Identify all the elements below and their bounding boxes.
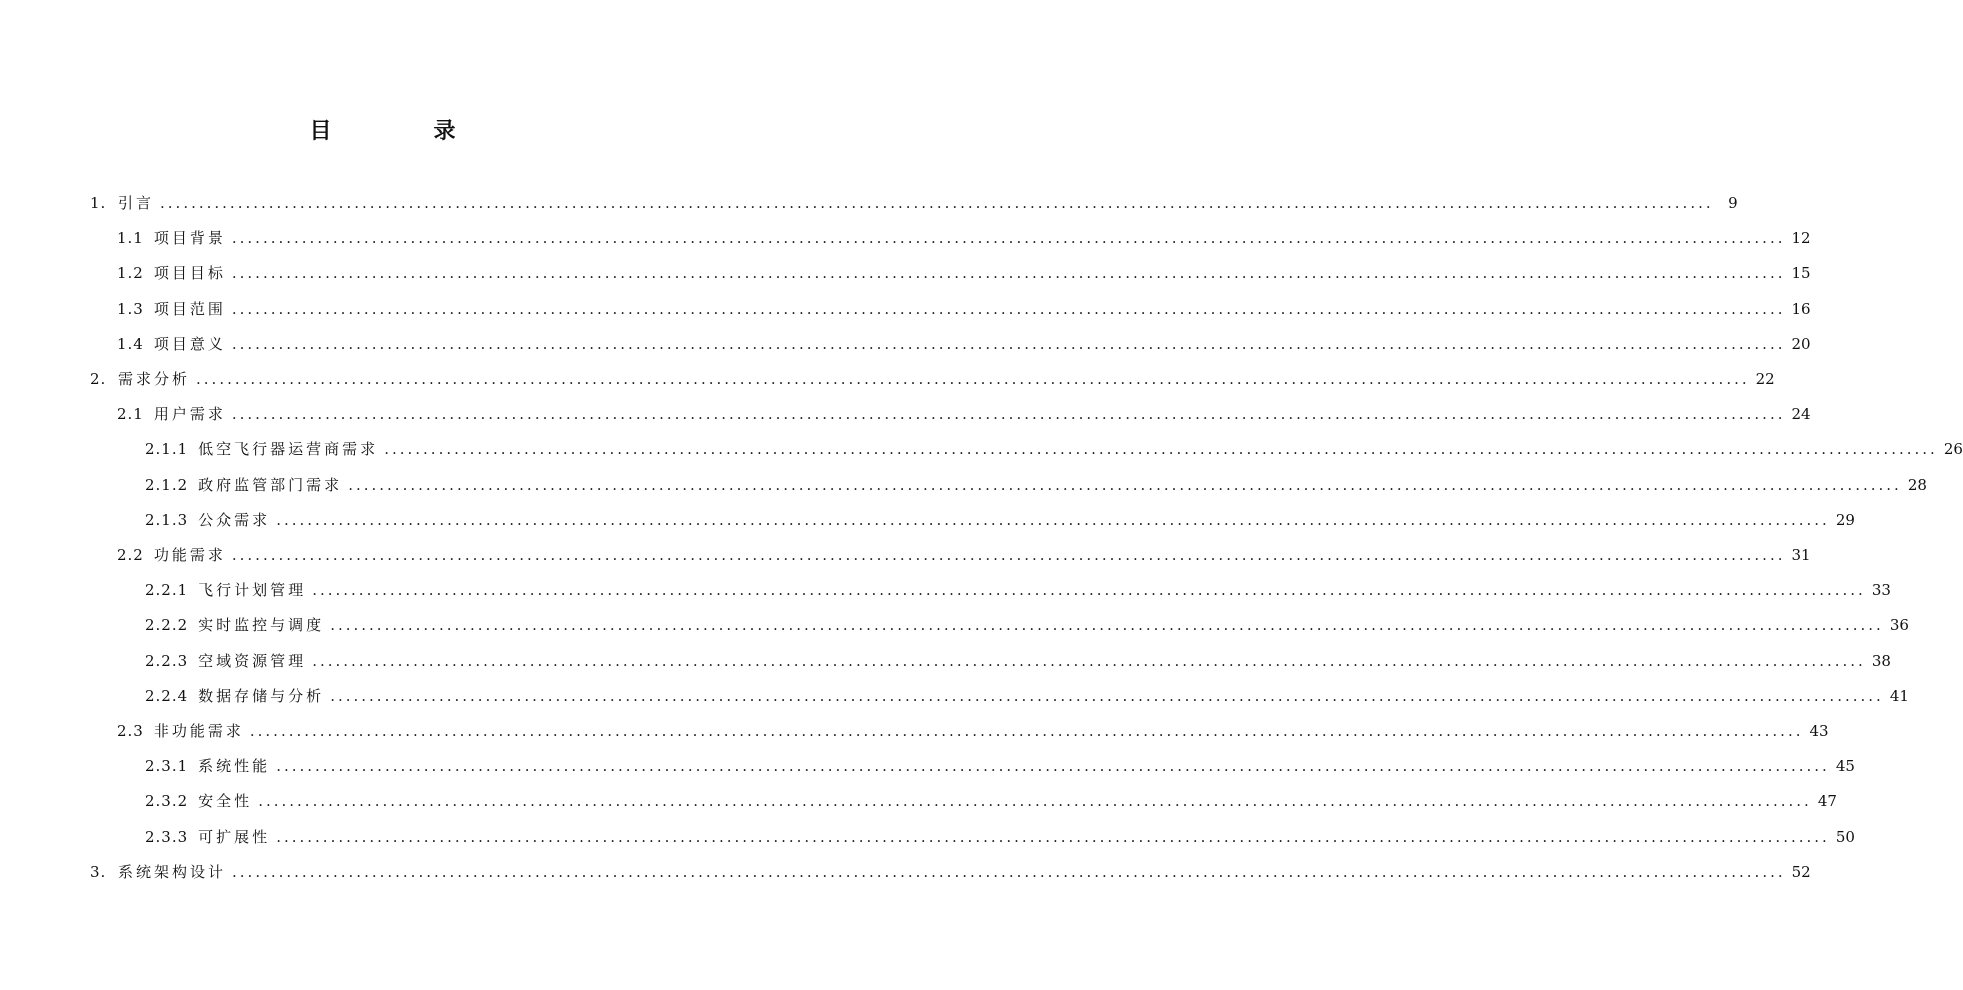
toc-entry-label: 非功能需求: [153, 722, 244, 740]
toc-entry-label: 飞行计划管理: [198, 581, 307, 600]
toc-entry-number: 1.2: [117, 264, 144, 283]
toc-entry-page: 38: [1871, 651, 1891, 670]
toc-entry-number: 1.: [90, 194, 107, 212]
toc-leader-dots: ........................................................................................................................................................................................................: [196, 370, 1750, 388]
toc-entry-label: 项目目标: [153, 264, 226, 283]
toc-entry-page: 26: [1943, 440, 1963, 459]
toc-entry[interactable]: [90, 188, 1738, 218]
page-title: 目 录: [309, 119, 496, 144]
toc-entry[interactable]: [117, 294, 1811, 324]
toc-entry-label: 功能需求: [153, 546, 226, 564]
toc-leader-dots: ........................................................................................................................................................................................................: [231, 334, 1786, 353]
toc-leader-dots: ........................................................................................................................................................................................................: [231, 299, 1786, 318]
toc-entry-number: 2.1.3: [145, 510, 189, 529]
toc-entry-page: 52: [1791, 862, 1811, 881]
toc-entry-number: 2.2.1: [145, 581, 189, 600]
toc-entry-number: 3.: [90, 862, 107, 881]
toc-entry-page: 33: [1871, 581, 1891, 600]
toc-entry-number: 2.3.2: [145, 792, 189, 811]
toc-leader-dots: ........................................................................................................................................................................................................: [231, 405, 1786, 424]
toc-entry-page: 22: [1755, 370, 1775, 388]
toc-entry[interactable]: [145, 681, 1909, 711]
toc-entry[interactable]: [90, 857, 1811, 887]
toc-leader-dots: ........................................................................................................................................................................................................: [276, 757, 1830, 776]
toc-entry-page: 31: [1791, 546, 1811, 564]
toc-entry-page: 20: [1791, 334, 1811, 353]
toc-entry[interactable]: [90, 364, 1775, 394]
toc-leader-dots: ........................................................................................................................................................................................................: [276, 827, 1830, 846]
toc-entry-page: 28: [1907, 475, 1927, 494]
toc-entry-number: 2.: [90, 370, 107, 388]
toc-entry[interactable]: [145, 646, 1891, 676]
toc-entry-label: 项目背景: [153, 229, 226, 248]
toc-entry-label: 需求分析: [118, 370, 191, 388]
toc-entry-number: 2.2.4: [145, 686, 189, 705]
toc-entry-label: 引言: [118, 194, 155, 212]
toc-entry-number: 2.2.3: [145, 651, 189, 670]
toc-entry-number: 2.2: [117, 546, 144, 564]
toc-entry[interactable]: [145, 434, 1963, 464]
toc-entry-label: 数据存储与分析: [198, 686, 325, 705]
toc-leader-dots: ........................................................................................................................................................................................................: [384, 440, 1938, 459]
toc-entry-label: 用户需求: [153, 405, 226, 424]
toc-entry[interactable]: [117, 258, 1811, 288]
toc-entry-number: 2.1.1: [145, 440, 189, 459]
toc-entry-page: 47: [1817, 792, 1837, 811]
toc-entry-number: 2.3: [117, 722, 144, 740]
toc-entry-label: 系统架构设计: [118, 862, 227, 881]
toc-entry-number: 2.1: [117, 405, 144, 424]
toc-entry-label: 系统性能: [198, 757, 271, 776]
toc-entry[interactable]: [145, 610, 1909, 640]
toc-entry[interactable]: [145, 470, 1927, 500]
toc-entry-page: 9: [1728, 194, 1738, 212]
toc-entry-label: 安全性: [198, 792, 253, 811]
toc-entry-label: 空域资源管理: [198, 651, 307, 670]
toc-entry[interactable]: [117, 399, 1811, 429]
toc-entry-page: 43: [1809, 722, 1829, 740]
toc-entry-page: 24: [1791, 405, 1811, 424]
toc-leader-dots: ........................................................................................................................................................................................................: [312, 651, 1866, 670]
toc-entry[interactable]: [145, 505, 1855, 535]
toc-entry-label: 低空飞行器运营商需求: [198, 440, 379, 459]
toc-leader-dots: ........................................................................................................................................................................................................: [330, 616, 1884, 635]
toc-entry[interactable]: [117, 329, 1811, 359]
toc-entry-number: 1.1: [117, 229, 144, 248]
toc-entry-number: 2.3.1: [145, 757, 189, 776]
toc-entry-number: 2.1.2: [145, 475, 189, 494]
toc-entry-page: 45: [1835, 757, 1855, 776]
toc-leader-dots: ........................................................................................................................................................................................................: [160, 194, 1714, 212]
toc-entry-page: 15: [1791, 264, 1811, 283]
toc-entry-page: 29: [1835, 510, 1855, 529]
toc-entry-page: 50: [1835, 827, 1855, 846]
toc-leader-dots: ........................................................................................................................................................................................................: [231, 229, 1786, 248]
toc-leader-dots: ........................................................................................................................................................................................................: [231, 264, 1786, 283]
toc-entry-number: 2.2.2: [145, 616, 189, 635]
toc-entry[interactable]: [145, 575, 1891, 605]
toc-entry-label: 政府监管部门需求: [198, 475, 343, 494]
toc-entry-page: 16: [1791, 299, 1811, 318]
toc-leader-dots: ........................................................................................................................................................................................................: [258, 792, 1812, 811]
toc-entry[interactable]: [145, 751, 1855, 781]
toc-entry[interactable]: [145, 786, 1837, 816]
toc-leader-dots: ........................................................................................................................................................................................................: [330, 686, 1884, 705]
toc-entry-page: 41: [1889, 686, 1909, 705]
toc-leader-dots: ........................................................................................................................................................................................................: [348, 475, 1902, 494]
toc-entry[interactable]: [117, 540, 1811, 570]
toc-entry-label: 公众需求: [198, 510, 271, 529]
toc-entry-page: 12: [1791, 229, 1811, 248]
toc-entry-number: 1.4: [117, 334, 144, 353]
toc-leader-dots: ........................................................................................................................................................................................................: [312, 581, 1866, 600]
toc-leader-dots: ........................................................................................................................................................................................................: [276, 510, 1830, 529]
toc-entry[interactable]: [117, 223, 1811, 253]
toc-entry-number: 2.3.3: [145, 827, 189, 846]
toc-entry-label: 可扩展性: [198, 827, 271, 846]
toc-entry-page: 36: [1889, 616, 1909, 635]
toc-entry-label: 项目意义: [153, 334, 226, 353]
toc-leader-dots: ........................................................................................................................................................................................................: [232, 862, 1786, 881]
toc-entry[interactable]: [145, 822, 1855, 852]
toc-entry-label: 实时监控与调度: [198, 616, 325, 635]
toc-leader-dots: ........................................................................................................................................................................................................: [231, 546, 1786, 564]
toc-entry[interactable]: [117, 716, 1829, 746]
toc-entry-number: 1.3: [117, 299, 144, 318]
toc-leader-dots: ........................................................................................................................................................................................................: [249, 722, 1804, 740]
toc-entry-label: 项目范围: [153, 299, 226, 318]
